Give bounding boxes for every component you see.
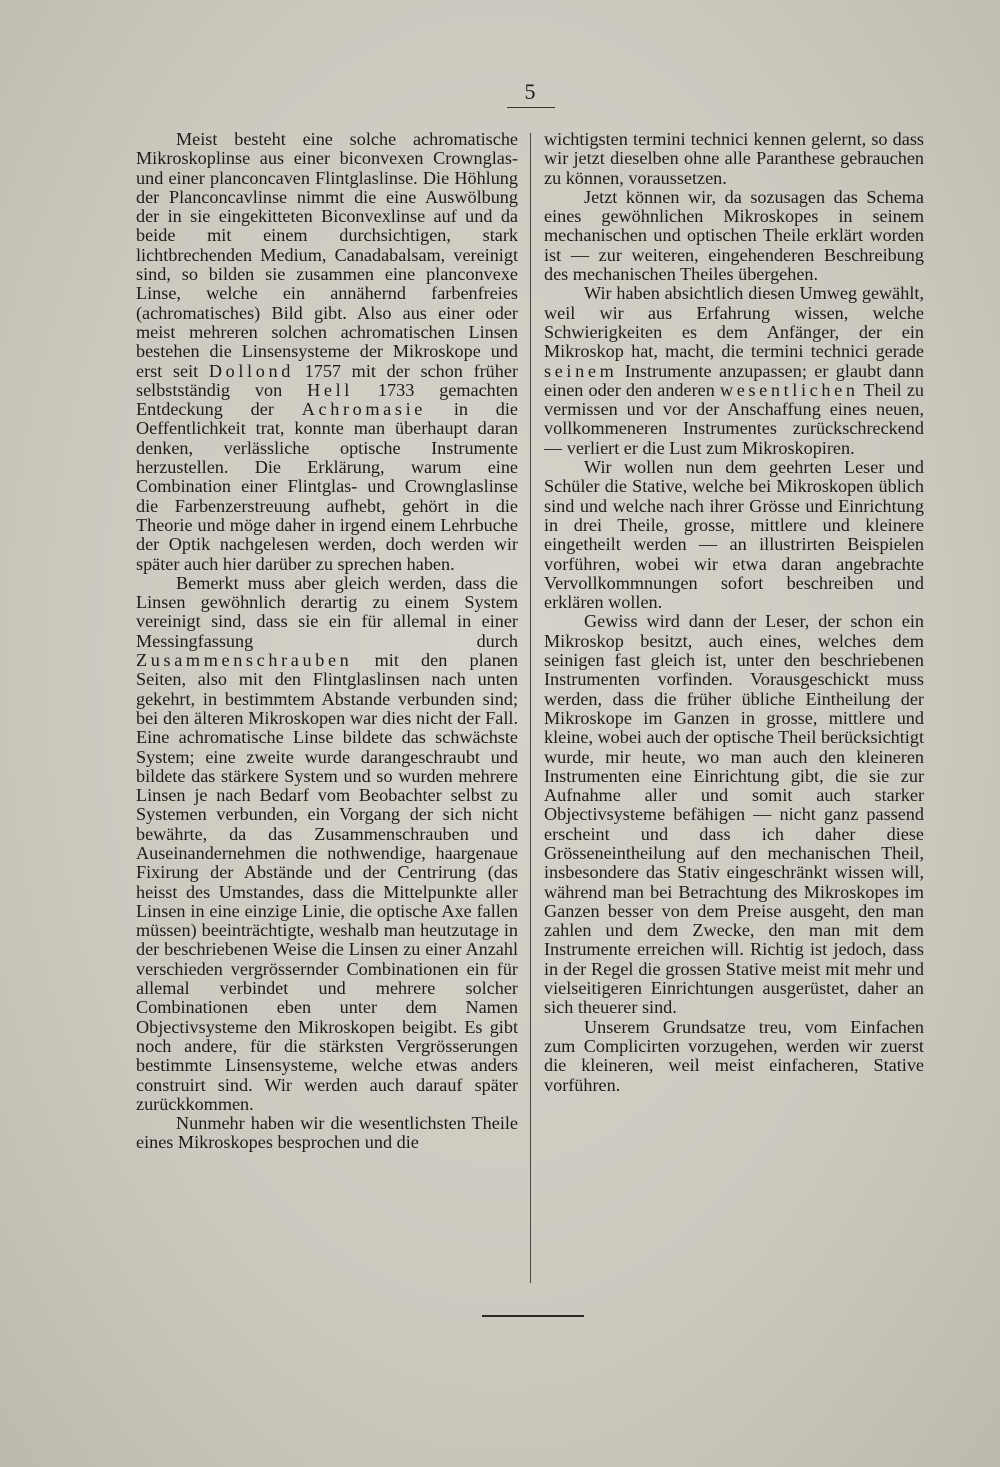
paragraph-text: 1757 mit der schon früher selbstständig von bbox=[136, 360, 518, 400]
paragraph-text: Bemerkt muss aber gleich werden, dass die Linsen gewöhnlich derartig zu einem System vereinigt sind, dass sie ein für allemal in einer Messingfassung durch bbox=[136, 572, 518, 651]
paragraph-termini-continued bbox=[544, 130, 924, 188]
footer-rule bbox=[482, 1315, 584, 1317]
paragraph-text: in die Oeffentlichkeit trat, konnte man überhaupt daran denken, verlässliche optische Instrumente herzustellen. Die Erklärung, warum eine Combination einer Flintglas- und Crownglaslinse die Farbenzerstreuung aufhebt, gehört in die Theorie und möge daher in irgend einem Lehrbuche der Optik nachgelesen werden, doch werden wir später auch hier darüber zu sprechen haben. bbox=[136, 399, 518, 574]
spaced-term-achromasie: Achromasie bbox=[301, 399, 426, 420]
paragraph-text: Theil zu vermissen und vor der Anschaffung eines neuen, vollkommeneren Instrumentes zurückschreckend — verliert er die Lust zum Mikroskopiren. bbox=[544, 379, 924, 458]
paragraph-text: mit den planen Seiten, also mit den Flintglaslinsen nach unten gekehrt, in bestimmtem Abstande verbunden sind; bei den älteren Mikroskopen war dies nicht der Fall. Eine achromatische Linse bildete das schwächste System; eine zweite wurde darangeschraubt und bildete das stärkere System und so wurden mehrere Linsen je nach Bedarf vom Beobachter selbst zu Systemen verbunden, ein Vorgang der sich nicht bewährte, da das Zusammenschrauben und Auseinandernehmen die nothwendige, haargenaue Fixirung der Abstände und der Centrirung (das heisst des Umstandes, dass die Mittelpunkte aller Linsen in eine einzige Linie, die optische Axe fallen müssen) beeinträchtigte, weshalb man heutzutage in der beschriebenen Weise die Linsen zu einer Anzahl verschieden vergrössernder Combinationen ein für allemal verbindet und mehrere solcher Combinationen eben unter dem Namen Objectivsysteme den Mikroskopen beigibt. Es gibt noch andere, für die stärksten Vergrösserungen bestimmte Linsensysteme, welche etwas anders construirt sind. Wir werden auch darauf später zurückkommen. bbox=[136, 650, 518, 1114]
paragraph-text: Wir wollen nun dem geehrten Leser und Schüler die Stative, welche bei Mikroskopen üblich sind und welche nach ihrer Grösse und Einrichtung in drei Theile, grosse, mittlere und kleinere eingetheilt werden — an illustrirten Beispielen vorführen, wobei wir etwa daran angebrachte Vervollkommnungen sofort beschreiben und erklären wollen. bbox=[544, 457, 924, 613]
paragraph-text: Unserem Grundsatze treu, vom Einfachen zum Complicirten vorzugehen, werden wir zuerst die kleineren, weil meist einfacheren, Stative vorführen. bbox=[544, 1016, 924, 1095]
paragraph-text: Gewiss wird dann der Leser, der schon ein Mikroskop besitzt, auch eines, welches dem seinigen fast gleich ist, unter den beschriebenen Instrumenten vorfinden. Vorausgeschickt muss werden, dass die früher übliche Eintheilung der Mikroskope im Ganzen in grosse, mittlere und kleine, wobei auch der optische Theil berücksichtigt wurde, mir heute, wo man auch den kleineren Instrumenten eine Einrichtung gibt, die sie zur Aufnahme aller und somit auch starker Objectivsysteme befähigen — nicht ganz passend erscheint und dass ich daher diese Grösseneintheilung auf den mechanischen Theil, insbesondere das Stativ eingeschränkt wissen will, während man bei Betrachtung des Mikroskopes im Ganzen besser von dem Preise ausgeht, den man zahlen und dem Zwecke, den man mit dem Instrumente erreichen will. Richtig ist jedoch, dass in der Regel die grossen Stative meist mit mehr und vielseitigeren Einrichtungen ausgerüstet, daher an sich theuerer sind. bbox=[544, 611, 924, 1018]
paragraph-principle bbox=[544, 1018, 924, 1095]
paragraph-text: Meist besteht eine solche achromatische Mikroskoplinse aus einer biconvexen Crownglas- und einer planconcaven Flintglaslinse. Die Höhlung der Planconcavlinse nimmt die eine Auswölbung der in sie eingekitteten Biconvexlinse auf und da beide mit einem durchsichtigen, stark lichtbrechenden Medium, Canadabalsam, vereinigt sind, so bilden sie zusammen eine planconvexe Linse, welche ein annähernd farbenfreies (achromatisches) Bild gibt. Also aus einer oder meist mehreren solchen achromatischen Linsen bestehen die Linsensysteme der Mikroskope und erst seit bbox=[136, 129, 518, 381]
paragraph-text: Wir haben absichtlich diesen Umweg gewählt, weil wir aus Erfahrung wissen, welche Schwierigkeiten es dem Anfänger, der ein Mikroskop hat, macht, die termini technici gerade bbox=[544, 283, 924, 362]
column-divider bbox=[530, 133, 531, 1283]
right-column bbox=[544, 130, 924, 1095]
paragraph-text: 1733 gemachten Entdeckung der bbox=[136, 379, 518, 420]
spaced-name-hell: Hell bbox=[307, 379, 353, 400]
spaced-term-zusammenschrauben: Zusammenschrauben bbox=[136, 650, 353, 671]
left-column bbox=[136, 130, 518, 1153]
spaced-word-seinem: seinem bbox=[544, 360, 618, 381]
paragraph-detour bbox=[544, 284, 924, 458]
paragraph-schema bbox=[544, 188, 924, 284]
paragraph-achromatic-lens bbox=[136, 130, 518, 574]
paragraph-text: Jetzt können wir, da sozusagen das Schema eines gewöhnlichen Mikroskopes in seinem mechanischen und optischen Theile erklärt worden ist — zur weiteren, eingehenderen Beschreibung des mechanischen Theiles übergehen. bbox=[544, 186, 924, 285]
paragraph-stative bbox=[544, 458, 924, 612]
page-number-rule bbox=[507, 107, 555, 108]
spaced-name-dollond: Dollond bbox=[208, 360, 294, 381]
page-number: 5 bbox=[524, 79, 536, 104]
paragraph-classification bbox=[544, 612, 924, 1017]
paragraph-text: Instrumente anzupassen; er glaubt dann einen oder den anderen bbox=[544, 360, 924, 400]
spaced-word-wesentlichen: wesentlichen bbox=[719, 379, 859, 400]
paragraph-summary-start bbox=[136, 1114, 518, 1153]
paragraph-text: Nunmehr haben wir die wesentlichsten Theile eines Mikroskopes besprochen und die bbox=[136, 1113, 518, 1153]
paragraph-text: wichtigsten termini technici kennen gelernt, so dass wir jetzt dieselben ohne alle Paranthese gebrauchen zu können, voraussetzen. bbox=[544, 129, 924, 188]
paragraph-lens-systems bbox=[136, 574, 518, 1114]
